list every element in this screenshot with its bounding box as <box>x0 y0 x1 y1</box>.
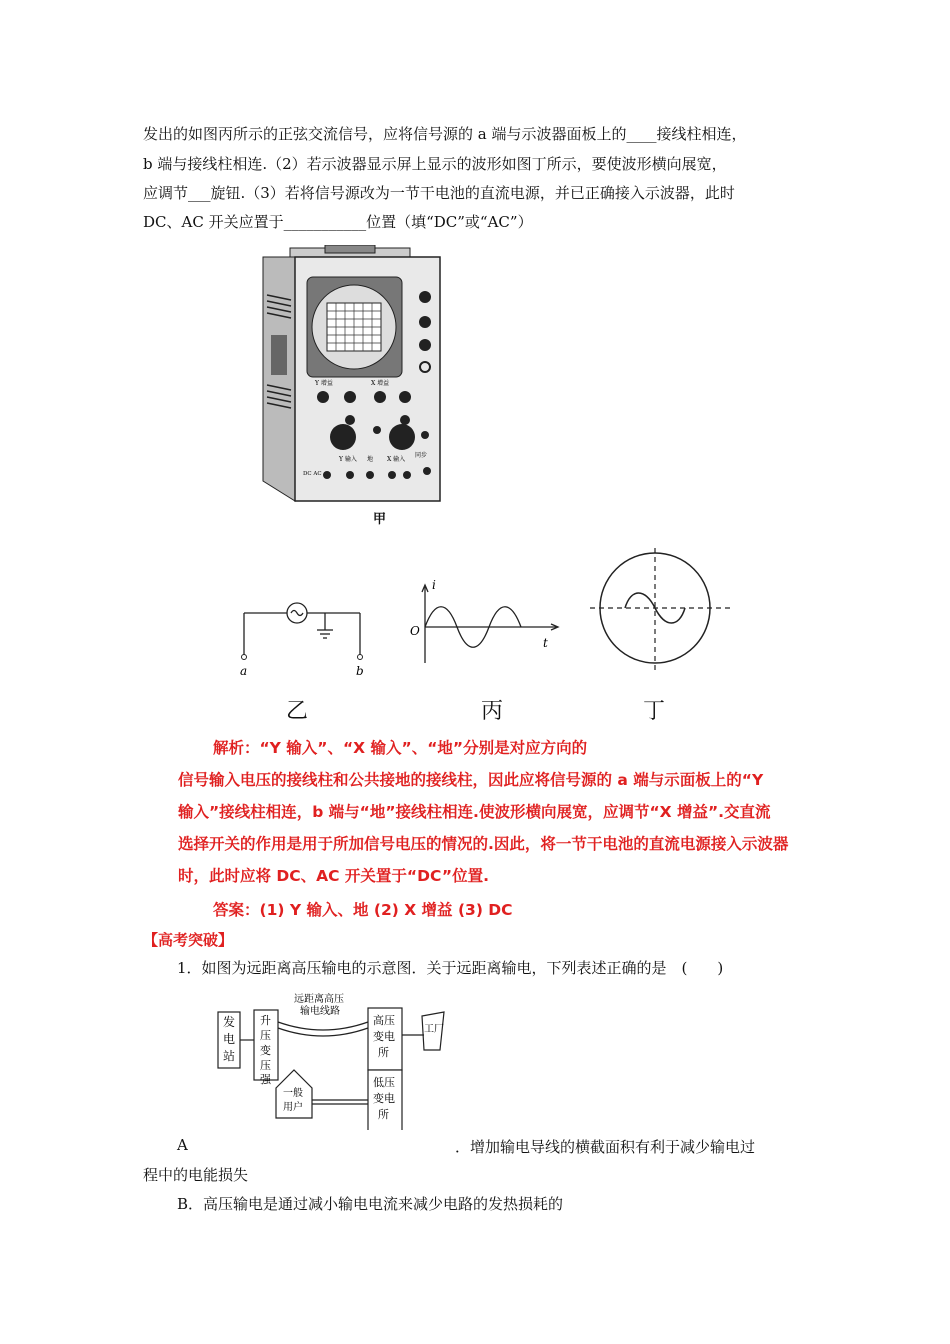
analysis-line-3: 输入”接线柱相连，b 端与“地”接线柱相连.使波形横向展宽，应调节“X 增益”.交直流 <box>178 803 771 821</box>
station-char-1: 发 <box>223 1015 236 1029</box>
line-label-1: 远距离高压 <box>294 994 344 1005</box>
ground-label: 地 <box>367 456 374 463</box>
option-a-letter: A <box>177 1136 188 1154</box>
analysis-line-4: 选择开关的作用是用于所加信号电压的情况的.因此，将一节干电池的直流电源接入示波器 <box>178 835 789 853</box>
y-input-label: Y 输入 <box>339 456 357 463</box>
axis-label-o: O <box>410 624 420 638</box>
question-line-3: 应调节___旋钮.（3）若将信号源改为一节干电池的直流电源，并已正确接入示波器，此时 <box>143 184 735 202</box>
axis-label-i: i <box>432 578 436 592</box>
station-char-3: 站 <box>223 1049 236 1063</box>
axis-label-t: t <box>543 636 548 650</box>
lv-char-1: 低压 <box>373 1076 395 1089</box>
option-a-text: ．增加输电导线的横截面积有利于减少输电过 <box>455 1138 756 1156</box>
caption-jia: 甲 <box>373 512 387 527</box>
answer-line: 答案：(1) Y 输入、地 (2) X 增益 (3) DC <box>213 901 513 919</box>
section-title: 【高考突破】 <box>143 931 234 949</box>
caption-yi: 乙 <box>286 699 309 724</box>
analysis-line-1: 解析：“Y 输入”、“X 输入”、“地”分别是对应方向的 <box>213 739 588 757</box>
hv-char-1: 高压 <box>373 1014 395 1027</box>
hv-char-3: 所 <box>378 1046 389 1059</box>
screen-waveform-figure <box>585 548 735 688</box>
stepup-char-1: 升 <box>260 1014 271 1027</box>
x-input-label: X 输入 <box>387 456 406 463</box>
sync-label: 同步 <box>415 452 428 459</box>
x-gain-label: X 增益 <box>371 380 390 387</box>
analysis-line-2: 信号输入电压的接线柱和公共接地的接线柱，因此应将信号源的 a 端与示面板上的“Y <box>178 771 764 789</box>
circuit-figure <box>230 595 375 685</box>
stepup-char-5: 强 <box>260 1073 271 1086</box>
stepup-char-3: 变 <box>260 1044 271 1057</box>
stepup-char-4: 压 <box>260 1059 271 1072</box>
hv-char-2: 变电 <box>373 1030 395 1043</box>
factory-label: 工厂 <box>424 1024 444 1035</box>
stepup-char-2: 压 <box>260 1029 271 1042</box>
question-line-1: 发出的如图丙所示的正弦交流信号，应将信号源的 a 端与示波器面板上的____接线柱相连， <box>143 125 747 143</box>
option-b: B．高压输电是通过减小输电电流来减少电路的发热损耗的 <box>177 1195 564 1213</box>
line-label-2: 输电线路 <box>300 1006 340 1017</box>
caption-ding: 丁 <box>643 699 666 724</box>
lv-char-2: 变电 <box>373 1092 395 1105</box>
station-char-2: 电 <box>223 1032 236 1046</box>
dcac-label: DC AC <box>303 471 322 477</box>
lv-char-3: 所 <box>378 1108 389 1121</box>
caption-bing: 丙 <box>481 699 504 724</box>
user-char-2: 用户 <box>283 1102 303 1113</box>
question1-stem: 1．如图为远距离高压输电的示意图．关于远距离输电，下列表述正确的是 ( ) <box>177 959 724 977</box>
question-line-2: b 端与接线柱相连.（2）若示波器显示屏上显示的波形如图丁所示，要使波形横向展宽， <box>143 155 727 173</box>
label-b: b <box>356 664 364 678</box>
sine-wave-figure <box>405 575 565 670</box>
question-line-4: DC、AC 开关应置于___________位置（填“DC”或“AC”） <box>143 213 533 231</box>
transmission-diagram <box>210 990 480 1130</box>
label-a: a <box>240 664 248 678</box>
user-char-1: 一般 <box>283 1088 303 1099</box>
y-gain-label: Y 增益 <box>315 380 333 387</box>
analysis-line-5: 时，此时应将 DC、AC 开关置于“DC”位置. <box>178 867 489 885</box>
oscilloscope-figure <box>255 245 445 505</box>
option-a-continued: 程中的电能损失 <box>143 1166 249 1184</box>
